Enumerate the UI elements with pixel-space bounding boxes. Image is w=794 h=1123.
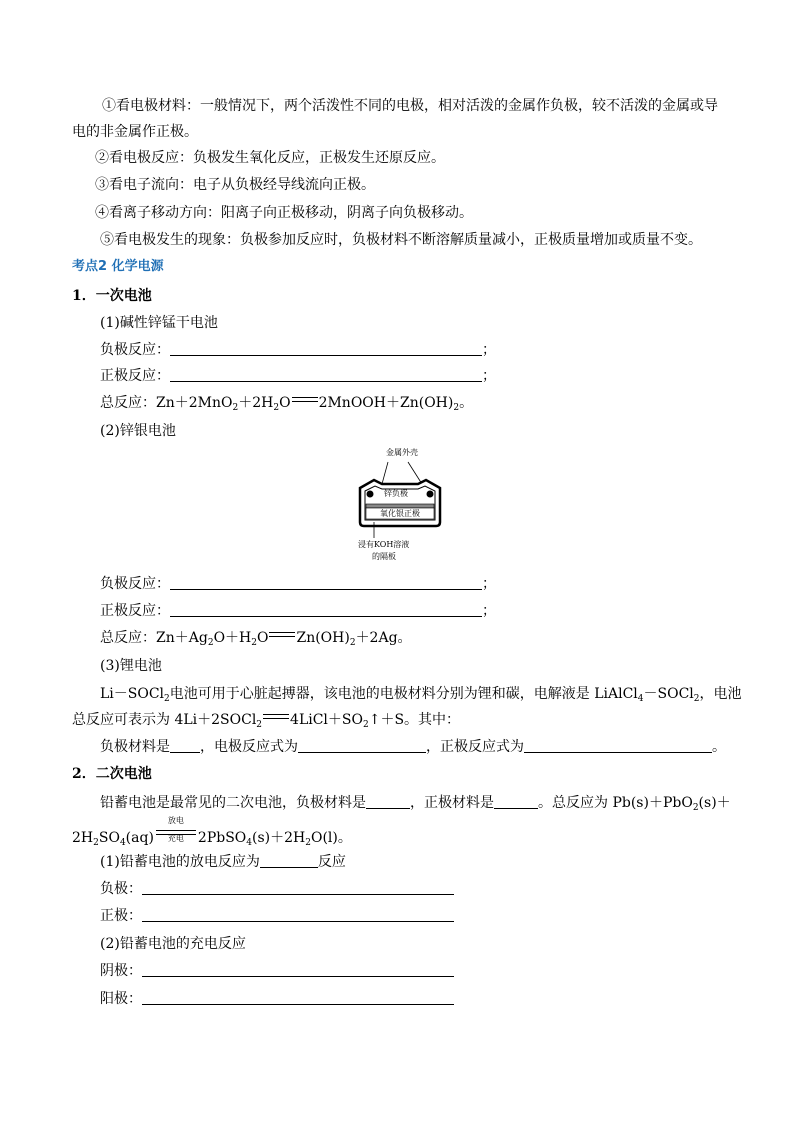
formula-text: 4LiCl＋SO bbox=[290, 712, 363, 728]
formula-text: O bbox=[279, 395, 291, 411]
section-title: 考点2 化学电源 bbox=[72, 259, 164, 274]
charge-cathode-row bbox=[100, 961, 454, 981]
subscript: 2 bbox=[273, 403, 280, 413]
text: (1)铅蓄电池的放电反应为 bbox=[100, 854, 260, 870]
zs-pos-label: 正极反应： bbox=[100, 603, 170, 619]
equals-sign bbox=[262, 712, 290, 722]
alkaline-title: (1)碱性锌锰干电池 bbox=[100, 315, 218, 331]
subscript: 4 bbox=[637, 694, 644, 704]
subscript: 2 bbox=[207, 638, 214, 648]
subscript: 4 bbox=[119, 838, 126, 848]
lithium-paragraph-1 bbox=[100, 684, 742, 709]
lithium-paragraph-3 bbox=[100, 737, 726, 757]
formula-text: －SOCl bbox=[643, 686, 694, 702]
formula-text: Zn＋Ag bbox=[156, 630, 208, 646]
cathode-label: 阴极： bbox=[100, 963, 142, 979]
reversible-reaction-sign bbox=[154, 816, 198, 846]
neg-label: 负极： bbox=[100, 881, 142, 897]
lead-neg-material-blank[interactable] bbox=[366, 794, 410, 809]
diagram-label-separator-2: 的隔板 bbox=[372, 552, 396, 561]
zs-pos-blank[interactable] bbox=[170, 602, 482, 617]
formula-text: ＋2Ag。 bbox=[355, 630, 412, 646]
lithium-title: (3)锂电池 bbox=[100, 658, 162, 674]
lithium-neg-equation-blank[interactable] bbox=[298, 738, 426, 753]
discharge-label: 放电 bbox=[167, 816, 184, 825]
subscript: 2 bbox=[93, 838, 99, 848]
zinc-silver-total-reaction bbox=[100, 628, 412, 653]
text: 电池可用于心脏起搏器，该电池的电极材料分别为锂和碳，电解液是 LiAlCl bbox=[169, 686, 638, 702]
formula-text: O bbox=[256, 630, 269, 646]
total-label: 总反应： bbox=[100, 630, 156, 646]
subscript: 2 bbox=[349, 638, 356, 648]
formula-text: Zn(OH) bbox=[296, 630, 350, 646]
lithium-pos-equation-blank[interactable] bbox=[524, 738, 712, 753]
diagram-label-shell: 金属外壳 bbox=[386, 448, 418, 457]
text: 铅蓄电池是最常见的二次电池，负极材料是 bbox=[100, 795, 366, 811]
diagram-label-zinc: 锌负极 bbox=[384, 489, 408, 498]
lithium-neg-material-blank[interactable] bbox=[170, 738, 200, 753]
intro-paragraph-3: ③看电子流向：电子从负极经导线流向正极。 bbox=[95, 177, 375, 193]
subscript: 2 bbox=[164, 694, 170, 704]
semicolon: ； bbox=[482, 576, 496, 592]
subscript: 2 bbox=[362, 720, 369, 730]
formula-text: 2H bbox=[72, 830, 94, 846]
text: ↑＋S。其中： bbox=[368, 712, 461, 728]
diagram-label-silver: 氧化银正极 bbox=[380, 509, 420, 518]
formula-text: 2MnOOH＋Zn(OH) bbox=[318, 395, 454, 411]
semicolon: ； bbox=[482, 603, 496, 619]
text: ，正极材料是 bbox=[410, 795, 494, 811]
reversible-bar bbox=[156, 830, 196, 831]
zs-neg-label: 负极反应： bbox=[100, 576, 170, 592]
charge-label: 充电 bbox=[167, 834, 184, 843]
text: 。 bbox=[712, 739, 726, 755]
semicolon: ； bbox=[482, 342, 496, 358]
contact-dot bbox=[367, 491, 374, 498]
secondary-paragraph-1 bbox=[100, 793, 731, 818]
total-label: 总反应： bbox=[100, 395, 156, 411]
formula-text: O＋H bbox=[213, 630, 252, 646]
lead-pos-material-blank[interactable] bbox=[494, 794, 538, 809]
discharge-neg-blank[interactable] bbox=[142, 880, 454, 895]
alkaline-pos-label: 正极反应： bbox=[100, 368, 170, 384]
formula-text: SO bbox=[98, 830, 120, 846]
formula-text: O(l)。 bbox=[310, 830, 352, 846]
subscript: 2 bbox=[232, 403, 239, 413]
intro-paragraph-4: ④看离子移动方向：阳离子向正极移动，阴离子向负极移动。 bbox=[95, 205, 473, 221]
discharge-pos-blank[interactable] bbox=[142, 907, 454, 922]
alkaline-neg-label: 负极反应： bbox=[100, 342, 170, 358]
subscript: 2 bbox=[256, 720, 263, 730]
anode-label: 阳极： bbox=[100, 991, 142, 1007]
discharge-negative-row bbox=[100, 879, 454, 899]
primary-heading: 1．一次电池 bbox=[72, 288, 152, 304]
diagram-label-separator-1: 浸有KOH溶液 bbox=[358, 540, 410, 549]
alkaline-positive-row bbox=[100, 366, 496, 386]
formula-text: Zn＋2MnO bbox=[156, 395, 233, 411]
text: ，电池 bbox=[699, 686, 742, 702]
text: 。总反应为 Pb(s)＋PbO bbox=[538, 795, 693, 811]
formula-text: Li－SOCl bbox=[100, 686, 165, 702]
subscript: 4 bbox=[246, 838, 252, 848]
subscript: 2 bbox=[453, 403, 460, 413]
lithium-paragraph-2 bbox=[72, 710, 460, 735]
subscript: 2 bbox=[305, 838, 311, 848]
shell-leader-line bbox=[382, 462, 388, 484]
subscript: 2 bbox=[251, 638, 257, 648]
zinc-silver-negative-row bbox=[100, 574, 496, 594]
intro-paragraph-2: ②看电极反应：负极发生氧化反应，正极发生还原反应。 bbox=[95, 150, 445, 166]
equals-sign bbox=[291, 395, 319, 405]
subscript: 2 bbox=[693, 694, 700, 704]
zinc-silver-positive-row bbox=[100, 601, 496, 621]
text: (s)＋ bbox=[698, 795, 731, 811]
charge-title: (2)铅蓄电池的充电反应 bbox=[100, 936, 246, 952]
formula-text: (s)＋2H bbox=[252, 830, 306, 846]
formula-text: 。 bbox=[459, 395, 474, 411]
charge-cathode-blank[interactable] bbox=[142, 962, 454, 977]
charge-anode-row bbox=[100, 989, 454, 1009]
formula-text: (aq) bbox=[125, 830, 154, 846]
pos-label: 正极： bbox=[100, 908, 142, 924]
charge-anode-blank[interactable] bbox=[142, 990, 454, 1005]
alkaline-pos-blank[interactable] bbox=[170, 367, 482, 382]
alkaline-neg-blank[interactable] bbox=[170, 341, 482, 356]
separator-layer bbox=[366, 504, 434, 508]
formula-text: 2PbSO bbox=[197, 830, 247, 846]
discharge-type-blank[interactable] bbox=[260, 853, 318, 868]
text: ，正极反应式为 bbox=[426, 739, 524, 755]
text: ，电极反应式为 bbox=[200, 739, 298, 755]
secondary-paragraph-2 bbox=[72, 816, 352, 853]
alkaline-negative-row bbox=[100, 340, 496, 360]
zinc-silver-title: (2)锌银电池 bbox=[100, 423, 176, 439]
zs-neg-blank[interactable] bbox=[170, 575, 482, 590]
text: 总反应可表示为 4Li＋2SOCl bbox=[72, 712, 257, 728]
secondary-heading: 2．二次电池 bbox=[72, 766, 152, 782]
contact-dot bbox=[427, 491, 434, 498]
zinc-silver-battery-diagram bbox=[352, 448, 448, 566]
discharge-positive-row bbox=[100, 906, 454, 926]
text: 负极材料是 bbox=[100, 739, 170, 755]
intro-paragraph-5: ⑤看电极发生的现象：负极参加反应时，负极材料不断溶解质量减小，正极质量增加或质量不变。 bbox=[100, 232, 702, 248]
subscript: 2 bbox=[692, 803, 699, 813]
discharge-row bbox=[100, 852, 346, 872]
intro-paragraph-1a: ①看电极材料：一般情况下，两个活泼性不同的电极，相对活泼的金属作负极，较不活泼的金属或导 bbox=[102, 98, 718, 114]
semicolon: ； bbox=[482, 368, 496, 384]
intro-paragraph-1b: 电的非金属作正极。 bbox=[72, 124, 198, 140]
shell-leader-line bbox=[408, 462, 422, 484]
formula-text: ＋2H bbox=[238, 395, 274, 411]
alkaline-total-reaction bbox=[100, 393, 473, 418]
equals-sign bbox=[268, 630, 296, 640]
text: 反应 bbox=[317, 854, 346, 870]
